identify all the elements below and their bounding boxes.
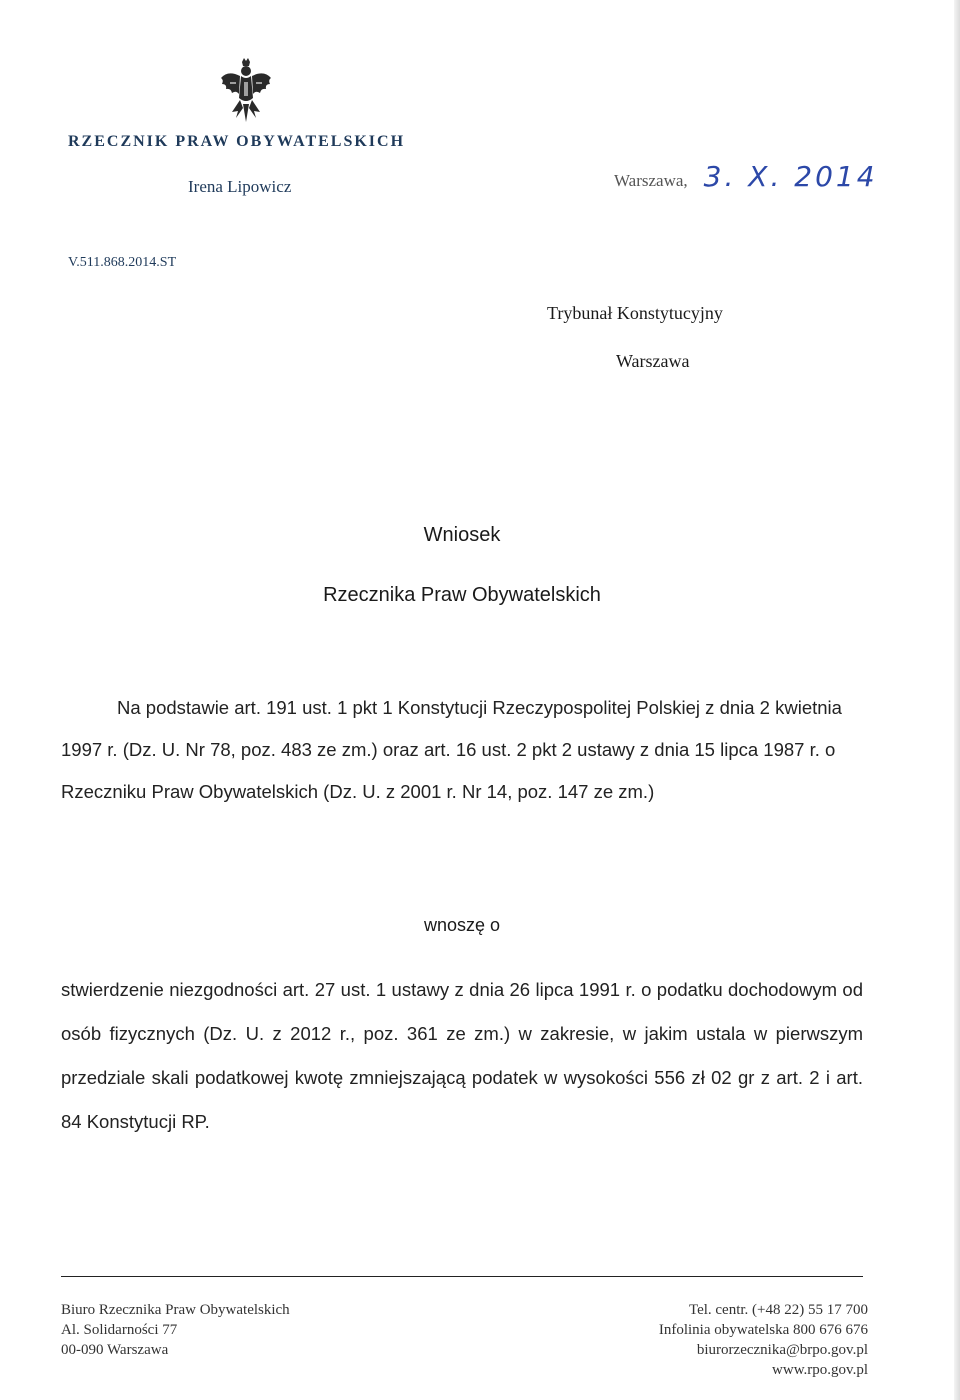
footer-phone: Tel. centr. (+48 22) 55 17 700: [688, 1302, 868, 1318]
footer-website: www.rpo.gov.pl: [772, 1362, 868, 1378]
footer-postal: 00-090 Warszawa: [61, 1342, 169, 1358]
scan-edge-shadow: [954, 0, 960, 1400]
office-name: RZECZNIK PRAW OBYWATELSKICH: [68, 133, 406, 150]
addressee-name: Trybunał Konstytucyjny: [547, 303, 723, 323]
person-name: Irena Lipowicz: [188, 177, 292, 196]
addressee-city: Warszawa: [616, 351, 690, 371]
document-title: Wniosek: [423, 524, 501, 546]
legal-basis-paragraph: Na podstawie art. 191 ust. 1 pkt 1 Konstytucji Rzeczypospolitej Polskiej z dnia 2 kwietnia 1997 r. (Dz. U. Nr 78, poz. 483 ze zm.) oraz art. 16 ust. 2 pkt 2 ustawy z dnia 15 lipca 1987 r. o Rzeczniku Praw Obywatelskich (Dz. U. z 2001 r. Nr 14, poz. 147 ze zm.): [61, 697, 842, 802]
document-subtitle: Rzecznika Praw Obywatelskich: [323, 584, 601, 606]
footer-street: Al. Solidarności 77: [61, 1322, 178, 1338]
footer-divider: [61, 1276, 863, 1277]
eagle-emblem-icon: [218, 56, 274, 126]
reference-number: V.511.868.2014.ST: [68, 255, 177, 270]
footer-hotline: Infolinia obywatelska 800 676 676: [658, 1322, 868, 1338]
handwritten-date: 3. X. 2014: [703, 160, 878, 193]
footer-contact: [659, 1300, 868, 1380]
footer-address: [61, 1300, 290, 1360]
footer-email: biurorzecznika@brpo.gov.pl: [696, 1342, 868, 1358]
footer-office: Biuro Rzecznika Praw Obywatelskich: [61, 1302, 290, 1318]
request-phrase: wnoszę o: [423, 915, 501, 935]
dateline-city: Warszawa,: [614, 171, 688, 190]
request-paragraph: stwierdzenie niezgodności art. 27 ust. 1 ustawy z dnia 26 lipca 1991 r. o podatku dochodowym od osób fizycznych (Dz. U. z 2012 r., poz. 361 ze zm.) w zakresie, w jakim ustala w pierwszym przedziale skali podatkowej kwotę zmniejszającą podatek w wysokości 556 zł 02 gr z art. 2 i art. 84 Konstytucji RP.: [61, 979, 863, 1132]
dateline: [614, 160, 878, 193]
